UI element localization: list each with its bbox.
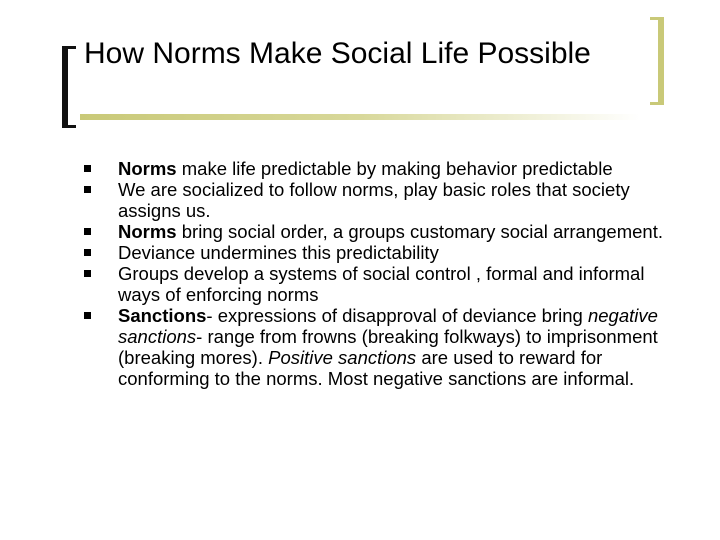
bullet-text: - expressions of disapproval of deviance bring	[206, 305, 588, 326]
bullet-square-icon	[84, 228, 91, 235]
right-bracket-decoration	[650, 17, 664, 105]
bullet-square-icon	[84, 249, 91, 256]
bullet-text: are used to reward for conforming to the norms. Most negative sanctions are informal.	[118, 347, 635, 389]
title-underline-decoration	[80, 114, 640, 120]
bullet-item	[84, 263, 684, 305]
bullet-text: Norms	[118, 221, 177, 242]
bullet-square-icon	[84, 165, 91, 172]
bullet-item	[84, 242, 684, 263]
bullet-item	[84, 158, 684, 179]
bullet-text: Positive sanctions	[268, 347, 417, 368]
bullet-text: Groups develop a systems of social control , formal and informal ways of enforcing norms	[118, 263, 645, 305]
bullet-text: We are socialized to follow norms, play basic roles that society assigns us.	[118, 179, 630, 221]
bullet-square-icon	[84, 312, 91, 319]
bullet-item	[84, 305, 684, 389]
bullet-item	[84, 179, 684, 221]
bullet-item	[84, 221, 684, 242]
bullet-text: Norms	[118, 158, 177, 179]
bullet-square-icon	[84, 186, 91, 193]
bullet-square-icon	[84, 270, 91, 277]
bullet-text: Deviance undermines this predictability	[118, 242, 439, 263]
slide-title: How Norms Make Social Life Possible	[84, 37, 591, 70]
bullet-text: negative sanctions	[118, 305, 658, 347]
bullet-text: - range from frowns (breaking folkways) to imprisonment (breaking mores).	[118, 326, 658, 368]
bullet-text: bring social order, a groups customary social arrangement.	[176, 221, 663, 242]
bullet-text: make life predictable by making behavior predictable	[176, 158, 613, 179]
bullet-list	[84, 158, 684, 389]
left-bracket-decoration	[62, 46, 76, 128]
bullet-text: Sanctions	[118, 305, 207, 326]
